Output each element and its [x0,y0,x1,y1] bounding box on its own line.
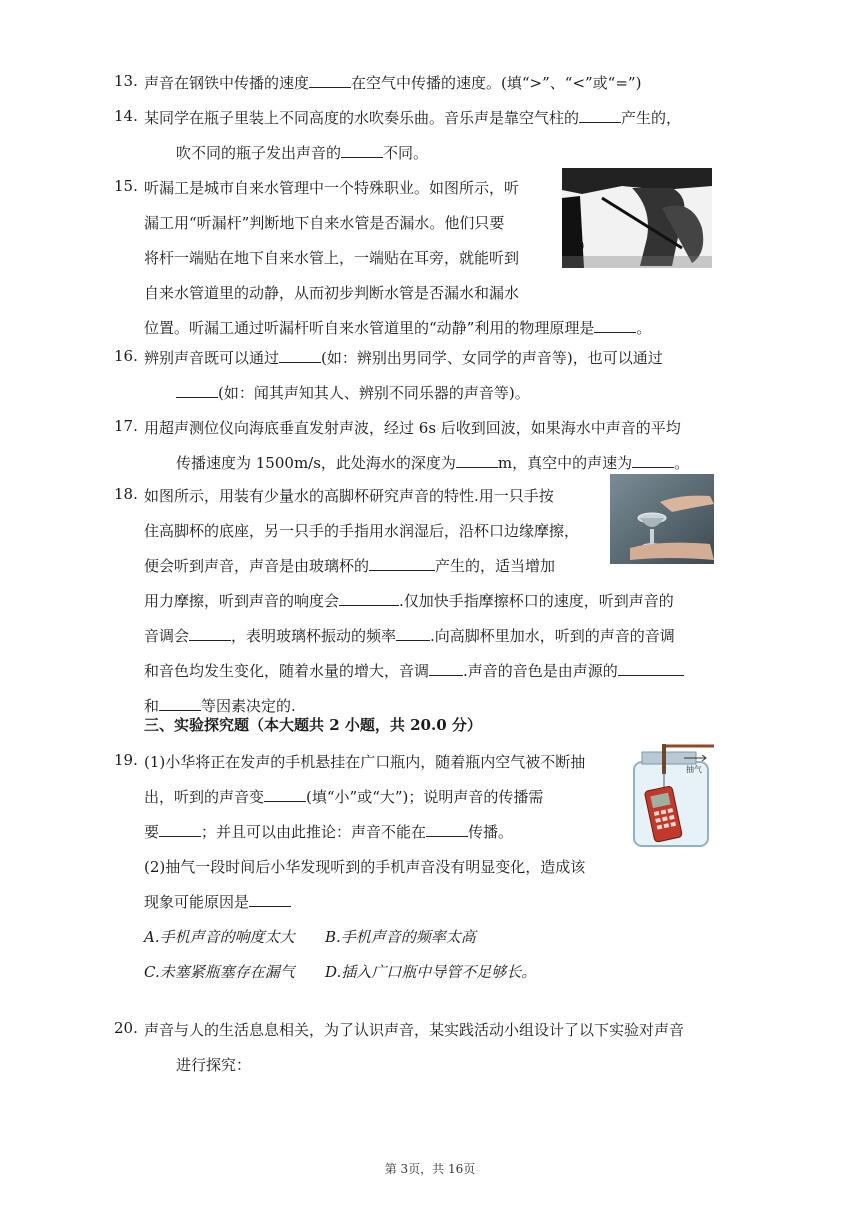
question-number: 19. [114,751,138,769]
question-number: 14. [114,107,138,125]
question-text: 吹不同的瓶子发出声音的 [176,144,342,162]
question-text: 声音与人的生活息息相关，为了认识声音，某实践活动小组设计了以下实验对声音 [144,1021,685,1039]
question-text: 如图所示，用装有少量水的高脚杯研究声音的特性.用一只手按 [144,487,554,505]
question-text: (填“小”或“大”)；说明声音的传播需 [306,788,544,806]
answer-blank[interactable] [339,591,399,606]
answer-blank[interactable] [618,661,684,676]
question-text: .声音的音色是由声源的 [463,662,618,680]
question-text: 住高脚杯的底座，另一只手的手指用水润湿后，沿杯口边缘摩擦， [144,522,580,540]
answer-blank[interactable] [429,661,463,676]
question-text: 位置。听漏工通过听漏杆听自来水管道里的“动静”利用的物理原理是 [144,319,595,337]
question-text: 便会听到声音，声音是由玻璃杯的 [144,557,370,575]
question-text: 要 [144,823,160,841]
question-text: 等因素决定的. [201,697,296,715]
question-text: (如：闻其声知其人、辨别不同乐器的声音等)。 [218,384,530,402]
answer-blank[interactable] [176,383,218,398]
question-number: 17. [114,417,138,435]
question-text: 和音色均发生变化，随着水量的增大，音调 [144,662,430,680]
pump-label: 抽气 [686,765,702,774]
answer-blank[interactable] [159,696,201,711]
question-text: 声音在钢铁中传播的速度 [144,74,310,92]
question-number: 15. [114,177,138,195]
question-number: 13. [114,72,138,90]
question-text: 出，听到的声音变 [144,788,265,806]
question-number: 18. [114,485,138,503]
question-text: 不同。 [383,144,429,162]
jar-phone-figure [628,742,714,848]
answer-blank[interactable] [632,453,674,468]
question-text: 辨别声音既可以通过 [144,349,280,367]
question-text: 。 [636,319,652,337]
question-text: .仅加快手指摩擦杯口的速度，听到声音的 [399,592,674,610]
question-number: 20. [114,1019,138,1037]
question-text: 听漏工是城市自来水管理中一个特殊职业。如图所示，听 [144,179,520,197]
question-text: ，表明玻璃杯振动的频率 [231,627,397,645]
question-text: 传播速度为 1500m/s，此处海水的深度为 [176,454,456,472]
section-heading: 三、实验探究题（本大题共 2 小题，共 20.0 分） [144,716,482,734]
question-text: 将杆一端贴在地下自来水管上，一端贴在耳旁，就能听到 [144,249,520,267]
goblet-photo [610,474,714,564]
question-text: ；并且可以由此推论：声音不能在 [201,823,427,841]
answer-blank[interactable] [426,822,468,837]
answer-blank[interactable] [456,453,498,468]
answer-blank[interactable] [594,318,636,333]
question-text: 进行探究： [176,1056,252,1074]
option-d-label: D.插入广口瓶中导管不足够长。 [325,963,537,981]
question-text: 自来水管道里的动静，从而初步判断水管是否漏水和漏水 [144,284,520,302]
option-a[interactable] [144,926,295,947]
question-text: 产生的， [621,109,682,127]
option-b-label: B.手机声音的频率太高 [325,928,476,946]
question-text: .向高脚杯里加水，听到的声音的音调 [430,627,675,645]
answer-blank[interactable] [249,892,291,907]
question-text: 某同学在瓶子里装上不同高度的水吹奏乐曲。音乐声是靠空气柱的 [144,109,580,127]
answer-blank[interactable] [309,73,351,88]
question-text: 用超声测位仪向海底垂直发射声波，经过 6s 后收到回波，如果海水中声音的平均 [144,419,681,437]
leak-listening-photo [562,168,712,268]
page-footer: 第 3页，共 16页 [384,1162,476,1176]
option-a-label: A.手机声音的响度太大 [144,928,295,946]
question-text: 漏工用“听漏杆”判断地下自来水管是否漏水。他们只要 [144,214,505,232]
answer-blank[interactable] [341,143,383,158]
option-d[interactable] [325,961,536,982]
question-text: 产生的，适当增加 [435,557,556,575]
question-text: (1)小华将正在发声的手机悬挂在广口瓶内，随着瓶内空气被不断抽 [144,753,586,771]
answer-blank[interactable] [279,348,321,363]
option-b[interactable] [325,926,476,947]
answer-blank[interactable] [369,556,435,571]
question-text: (2)抽气一段时间后小华发现听到的手机声音没有明显变化，造成该 [144,858,586,876]
question-text: 在空气中传播的速度。(填“>”、“<”或“=”) [351,74,642,92]
question-text: 传播。 [468,823,514,841]
answer-blank[interactable] [159,822,201,837]
question-number: 16. [114,347,138,365]
question-text: m，真空中的声速为 [497,454,633,472]
question-text: 和 [144,697,160,715]
question-text: 用力摩擦，听到声音的响度会 [144,592,340,610]
option-c[interactable] [144,961,295,982]
question-text: 音调会 [144,627,190,645]
question-text: 现象可能原因是 [144,893,250,911]
answer-blank[interactable] [579,108,621,123]
question-text: (如：辨别出男同学、女同学的声音等)，也可以通过 [321,349,663,367]
answer-blank[interactable] [189,626,231,641]
answer-blank[interactable] [264,787,306,802]
option-c-label: C.未塞紧瓶塞存在漏气 [144,963,295,981]
question-text: 。 [674,454,690,472]
answer-blank[interactable] [396,626,430,641]
